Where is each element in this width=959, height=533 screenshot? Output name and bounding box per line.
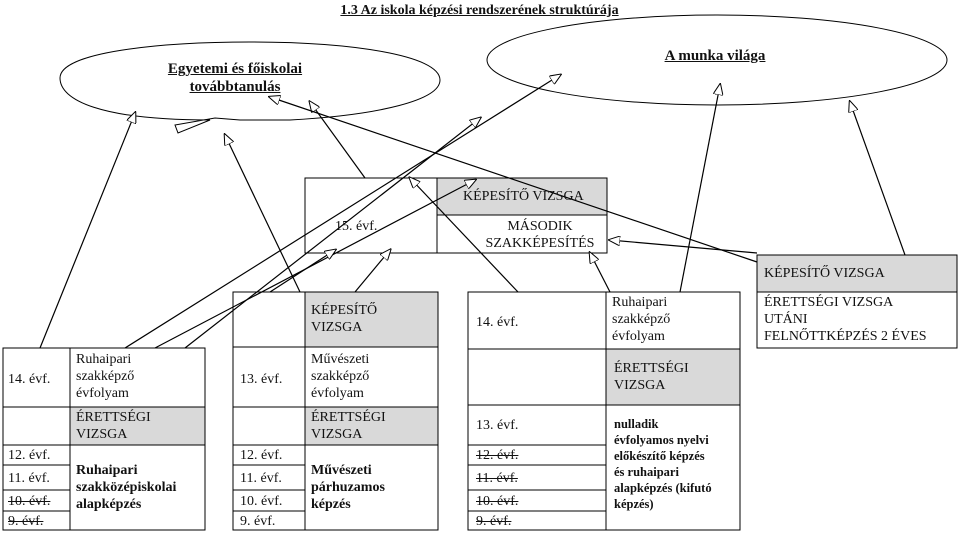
third-y12: 12. évf. bbox=[476, 448, 519, 463]
center-year: 15. évf. bbox=[335, 219, 378, 234]
arrow-left-to-university bbox=[40, 113, 135, 348]
right-exam: KÉPESÍTŐ VIZSGA bbox=[764, 266, 885, 281]
third-y9: 9. évf. bbox=[476, 514, 512, 529]
center-second: MÁSODIK SZAKKÉPESÍTÉS bbox=[485, 219, 595, 251]
page-title: 1.3 Az iskola képzési rendszerének struktúrája bbox=[340, 3, 619, 18]
third-y14-desc: Ruhaipari szakképző évfolyam bbox=[612, 295, 671, 344]
left-y14-desc: Ruhaipari szakképző évfolyam bbox=[76, 352, 135, 401]
middle-base: Művészeti párhuzamos képzés bbox=[311, 463, 385, 512]
center-exam: KÉPESÍTŐ VIZSGA bbox=[463, 189, 584, 204]
arrow-right-to-work bbox=[850, 102, 905, 255]
arrow-third-to-center bbox=[590, 253, 610, 292]
left-y9: 9. évf. bbox=[8, 514, 44, 529]
arrow-third-to-work bbox=[680, 85, 720, 292]
third-matura: ÉRETTSÉGI VIZSGA bbox=[614, 361, 689, 393]
arrow-middle-to-center-2 bbox=[355, 250, 390, 292]
third-y10: 10. évf. bbox=[476, 494, 519, 509]
middle-exam: KÉPESÍTŐ VIZSGA bbox=[311, 303, 378, 335]
arrow-middle-to-university bbox=[225, 135, 300, 292]
middle-matura: ÉRETTSÉGI VIZSGA bbox=[311, 410, 386, 442]
right-desc: ÉRETTSÉGI VIZSGA UTÁNI FELNŐTTKÉPZÉS 2 ÉVES bbox=[764, 295, 927, 344]
third-y14: 14. évf. bbox=[476, 315, 519, 330]
left-y11: 11. évf. bbox=[8, 471, 50, 486]
third-y13: 13. évf. bbox=[476, 418, 519, 433]
left-base: Ruhaipari szakközépiskolai alapképzés bbox=[76, 463, 177, 512]
work-cloud-label: A munka világa bbox=[664, 48, 766, 64]
middle-y12: 12. évf. bbox=[240, 448, 283, 463]
middle-y11: 11. évf. bbox=[240, 471, 282, 486]
third-y11: 11. évf. bbox=[476, 471, 518, 486]
left-y12: 12. évf. bbox=[8, 448, 51, 463]
arrow-right-to-center bbox=[610, 240, 757, 253]
left-y14: 14. évf. bbox=[8, 372, 51, 387]
middle-y13: 13. évf. bbox=[240, 372, 283, 387]
university-cloud-label: Egyetemi és főiskolai továbbtanulás bbox=[167, 61, 303, 95]
middle-y10: 10. évf. bbox=[240, 494, 283, 509]
left-y10: 10. évf. bbox=[8, 494, 51, 509]
left-matura: ÉRETTSÉGI VIZSGA bbox=[76, 410, 151, 442]
middle-y9: 9. évf. bbox=[240, 514, 276, 529]
middle-y13-desc: Művészeti szakképző évfolyam bbox=[311, 352, 370, 401]
third-base: nulladik évfolyamos nyelvi előkészítő képzés és ruhaipari alapképzés (kifutó képzés) bbox=[614, 417, 712, 511]
